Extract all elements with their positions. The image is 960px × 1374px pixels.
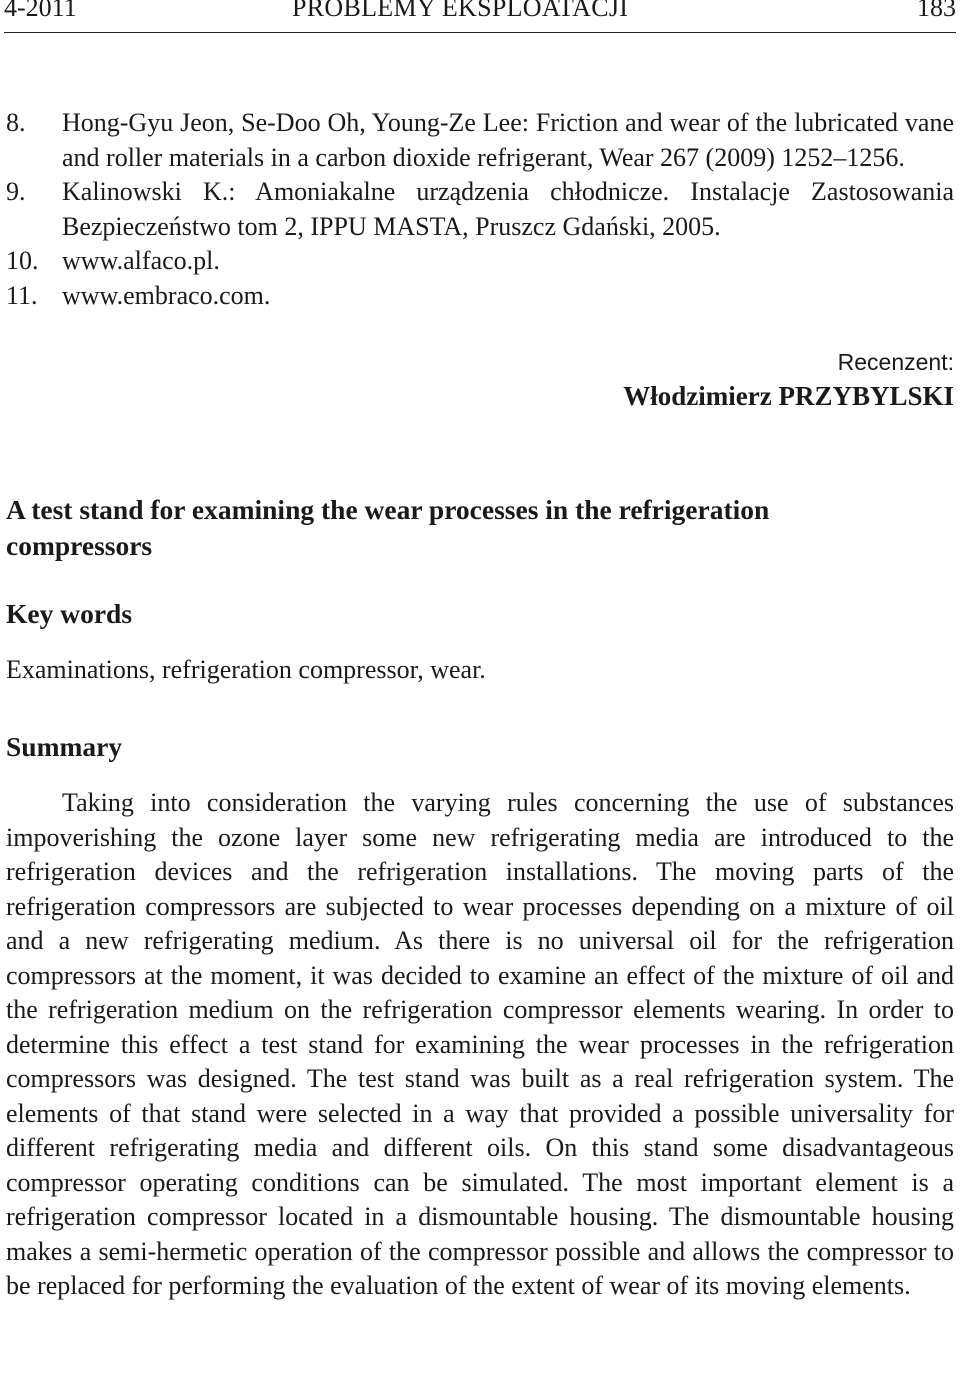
reference-text: Kalinowski K.: Amoniakalne urządzenia chłodnicze. Instalacje Zastosowania Bezpieczeństwo tom 2, IPPU MASTA, Pruszcz Gdański, 2005. bbox=[62, 177, 954, 241]
reference-item bbox=[6, 244, 954, 279]
reference-item bbox=[6, 175, 954, 244]
reviewer-label: Recenzent: bbox=[837, 349, 954, 375]
reference-text: www.alfaco.pl. bbox=[62, 246, 220, 275]
header-rule bbox=[4, 32, 956, 33]
keywords-heading: Key words bbox=[6, 598, 133, 629]
article-title: A test stand for examining the wear processes in the refrigeration compressors bbox=[6, 494, 770, 561]
reference-number: 11. bbox=[6, 280, 38, 310]
reference-number: 8. bbox=[6, 108, 26, 137]
reference-text: www.embraco.com. bbox=[62, 280, 271, 310]
issue-number: 4-2011 bbox=[4, 0, 77, 22]
keywords-text: Examinations, refrigeration compressor, wear. bbox=[6, 655, 486, 684]
reference-list bbox=[6, 106, 954, 313]
journal-title: PROBLEMY EKSPLOATACJI bbox=[292, 0, 629, 22]
reference-number: 10. bbox=[6, 246, 39, 275]
reference-item bbox=[6, 106, 954, 175]
reference-number: 9. bbox=[6, 177, 26, 206]
reference-item bbox=[6, 279, 954, 314]
reviewer-name: Włodzimierz PRZYBYLSKI bbox=[623, 381, 954, 411]
summary-paragraph: Taking into consideration the varying rules concerning the use of substances impoverishing the ozone layer some new refrigerating media are introduced to the refrigeration devices and the refrigeration installations. The moving parts of the refrigeration compressors are subjected to wear processes depending on a mixture of oil and a new refrigerating medium. As there is no universal oil for the refrigeration compressors at the moment, it was decided to examine an effect of the mixture of oil and the refrigeration medium on the refrigeration compressor elements wearing. In order to determine this effect a test stand for examining the wear processes in the refrigeration compressors was designed. The test stand was built as a real refrigeration system. The elements of that stand were selected in a way that provided a possible universality for different refrigerating media and different oils. On this stand some disadvantageous compressor operating conditions can be simulated. The most important element is a refrigeration compressor located in a dismountable housing. The dismountable housing makes a semi-hermetic operation of the compressor possible and allows the compressor to be replaced for performing the evaluation of the extent of wear of its moving elements. bbox=[6, 788, 954, 1300]
running-header bbox=[4, 0, 956, 33]
summary-heading: Summary bbox=[6, 731, 123, 762]
page-number: 183 bbox=[917, 0, 956, 22]
reference-text: Hong-Gyu Jeon, Se-Doo Oh, Young-Ze Lee: Friction and wear of the lubricated vane and roller materials in a carbon dioxide refrigerant, Wear 267 (2009) 1252–1256. bbox=[62, 108, 954, 172]
